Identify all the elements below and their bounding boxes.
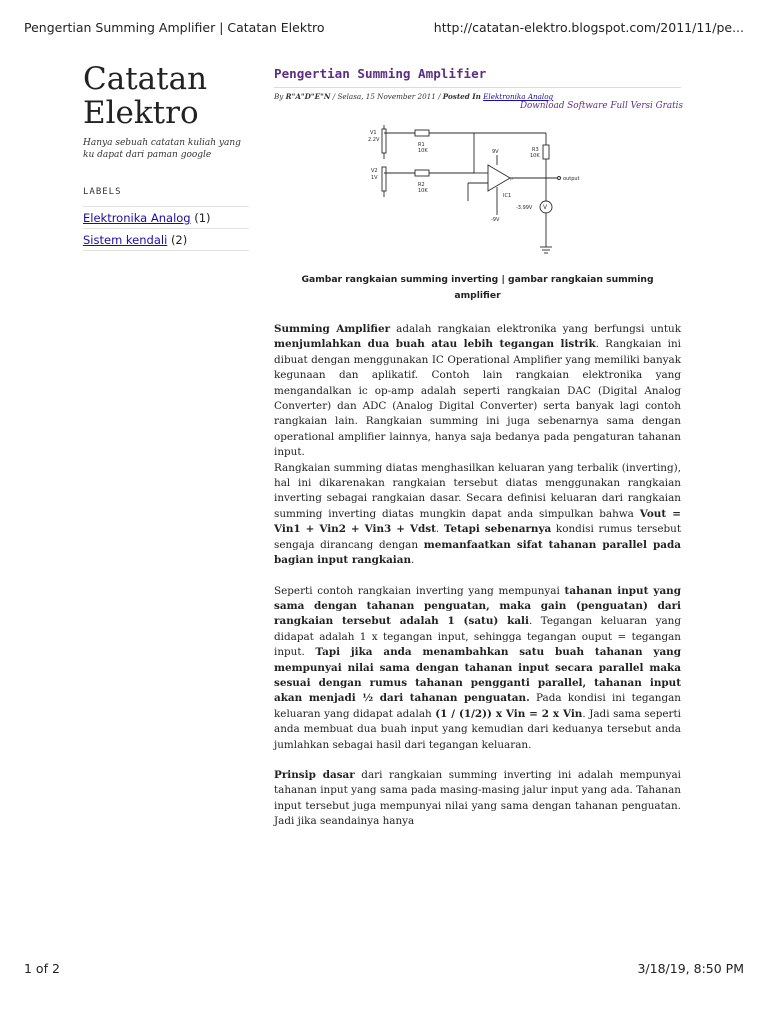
circuit-figure (360, 121, 586, 263)
emphasis: Tetapi sebenarnya (443, 523, 552, 536)
meta-date: / Selasa, 15 November 2011 / (330, 92, 443, 101)
emphasis: tahanan input yang sama dengan tahanan penguatan, maka gain (penguatan) dari rangkaian tersebut adalah 1 (satu) kali (274, 584, 682, 628)
print-date: 3/18/19, 8:50 PM (637, 961, 744, 976)
label-rail-negative: -9V (491, 217, 500, 223)
label-rail-positive: 9V (492, 149, 499, 155)
label-r1-value: 10K (418, 148, 428, 154)
label-r2-value: 10K (418, 188, 428, 194)
blog-description: Hanya sebuah catatan kuliah yang ku dapat dari paman google (83, 138, 241, 160)
label-r1: R1 (418, 142, 425, 148)
text-span: Seperti contoh rangkaian inverting yang mempunyai (274, 584, 565, 597)
label-r3-value: 10K (530, 153, 540, 159)
paragraph-1 (274, 322, 681, 461)
text-span: dari rangkaian summing inverting ini adalah mempunyai tahanan input yang sama pada masing-masing jalur input yang ada. Tahanan input tersebut juga mempunyai nilai yang sama dengan tahanan penguatan. Jadi jika seandainya hanya (274, 768, 681, 828)
text-span: . Tegangan keluaran yang didapat adalah 1 x tegangan input, sehingga tegangan ouput = tegangan input. (274, 615, 681, 659)
label-list (83, 206, 249, 251)
emphasis: menjumlahkan dua buah atau lebih tegangan listrik (274, 338, 596, 351)
label-ic1: IC1 (503, 193, 512, 199)
text-span: . (435, 523, 444, 536)
label-v2: V2 (371, 168, 378, 174)
blog-title[interactable] (83, 62, 249, 130)
label-v1-value: 2.2V (368, 137, 380, 143)
label-r2: R2 (418, 182, 425, 188)
text-span: kondisi rumus tersebut sengaja dirancang dengan (274, 523, 682, 551)
paragraph-4 (274, 768, 681, 830)
term-prinsip-dasar: Prinsip dasar (274, 768, 355, 781)
print-page-number: 1 of 2 (24, 961, 60, 976)
print-page-title: Pengertian Summing Amplifier | Catatan Elektro (24, 20, 325, 35)
label-v2-value: 1V (371, 175, 378, 181)
paragraph-2 (274, 461, 681, 569)
formula-gain: (1 / (1/2)) x Vin = 2 x Vin (435, 707, 583, 720)
post-content (274, 66, 681, 830)
sidebar (83, 62, 249, 251)
post-title[interactable]: Pengertian Summing Amplifier (274, 66, 681, 88)
label-count: (1) (194, 211, 211, 225)
label-r3: R3 (532, 147, 539, 153)
meta-category-link[interactable]: Elektronika Analog (483, 92, 554, 101)
meta-author: R"A"D"E"N (285, 92, 331, 101)
label-link-sistem-kendali[interactable]: Sistem kendali (83, 233, 168, 247)
text-span: Rangkaian summing diatas menghasilkan keluaran yang terbalik (inverting), hal ini dikarenakan rangkaian tersebut diatas menggunakan rangkaian inverting sebagai rangkaian dasar. Secara definisi keluaran dari rangkaian summing inverting diatas mungkin dapat anda simpulkan bahwa (274, 461, 681, 520)
text-span: . Jadi sama seperti anda membuat dua buah input yang kemudian dari keduanya tersebut anda jumlahkan sebagai hasil dari tegangan keluaran. (274, 707, 681, 751)
article-body (274, 322, 681, 830)
text-span: . Rangkaian ini dibuat dengan menggunakan IC Operational Amplifier yang memiliki banyak kegunaan dan aplikatif. Contoh lain rangkaian elektronika yang mengandalkan ic op-amp adalah seperti rangkaian DAC (Digital Analog Converter) dan ADC (Analog Digital Converter) serta banyak lagi contoh rangkaian lain. Rangkaian summing ini juga sebenarnya sama dengan operational amplifier lainnya, hanya saja bedanya pada pengaturan tahanan input. (274, 338, 681, 459)
voltmeter-icon: V (543, 204, 548, 211)
label-v1: V1 (370, 130, 377, 136)
download-link[interactable]: Download Software Full Versi Gratis (519, 101, 683, 111)
label-meter-reading: -3.99V (516, 205, 533, 211)
label-count: (2) (170, 233, 188, 247)
emphasis: Tapi jika anda menambahkan satu buah tahanan yang mempunyai nilai sama dengan tahanan input secara parallel maka sesuai dengan rumus tahanan pengganti parallel, tahanan input akan menjadi ½ dari tahanan penguatan. (274, 646, 681, 705)
blog-title-line1: Catatan (83, 61, 208, 97)
text-span: adalah rangkaian elektronika yang berfungsi untuk (390, 323, 682, 335)
svg-text:▷: ▷ (510, 176, 514, 181)
text-span: Pada kondisi ini tegangan keluaran yang didapat adalah (274, 692, 682, 720)
blog-title-line2: Elektro (83, 95, 199, 131)
term-summing-amplifier: Summing Amplifier (274, 323, 391, 335)
label-item (83, 229, 249, 251)
emphasis: memanfaatkan sifat tahanan parallel pada bagian input rangkaian (274, 538, 681, 567)
labels-heading: LABELS (83, 187, 122, 197)
text-span: . (411, 554, 415, 567)
post-meta (274, 92, 681, 101)
figure-caption: Gambar rangkaian summing inverting | gambar rangkaian summing amplifier (301, 274, 654, 301)
print-page-url: http://catatan-elektro.blogspot.com/2011/11/pe... (433, 20, 744, 35)
label-output: output (563, 176, 580, 182)
meta-posted-in: Posted In (442, 92, 481, 101)
meta-by: By (274, 92, 284, 101)
formula-vout: Vout = Vin1 + Vin2 + Vin3 + Vdst (274, 507, 682, 536)
print-header (24, 20, 744, 38)
label-link-elektronika-analog[interactable]: Elektronika Analog (83, 211, 191, 225)
paragraph-3 (274, 584, 681, 753)
label-item (83, 207, 249, 229)
summing-amplifier-schematic (360, 121, 586, 263)
print-footer (24, 961, 744, 979)
